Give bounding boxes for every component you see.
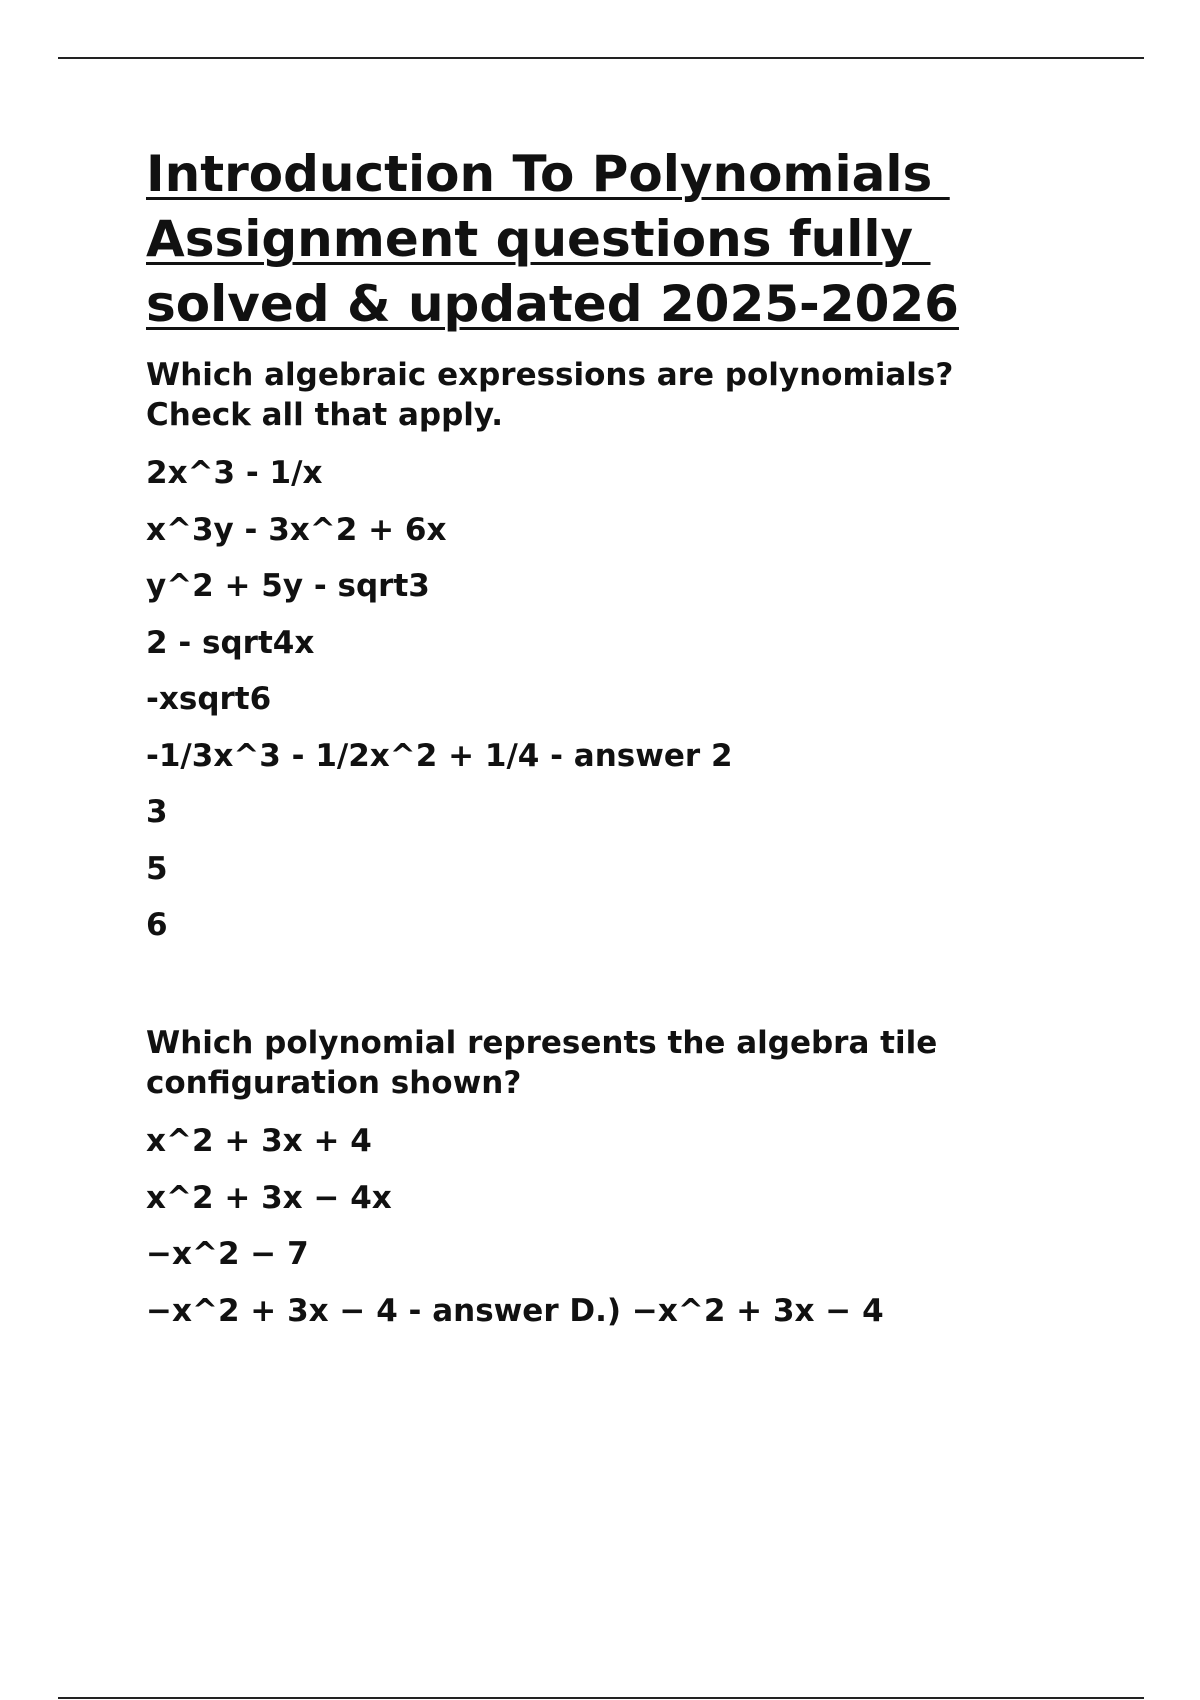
option-item: x^3y - 3x^2 + 6x <box>146 511 447 548</box>
title-line: Introduction To Polynomials <box>146 145 950 203</box>
question-2-prompt <box>146 1023 1046 1103</box>
prompt-line: Which algebraic expressions are polynomials? <box>146 357 954 393</box>
question-2 <box>146 1023 1046 1331</box>
prompt-line: Which polynomial represents the algebra tile <box>146 1025 938 1061</box>
title-line: solved & updated 2025-2026 <box>146 275 959 333</box>
option-item: −x^2 + 3x − 4 - answer D.) −x^2 + 3x − 4 <box>146 1292 884 1329</box>
option-item: x^2 + 3x + 4 <box>146 1123 372 1159</box>
option-item: −x^2 − 7 <box>146 1236 309 1272</box>
prompt-line: Check all that apply. <box>146 397 504 433</box>
option-item: 6 <box>146 907 168 943</box>
footer-rule <box>58 1697 1144 1699</box>
question-1-options <box>146 453 1046 945</box>
document-title <box>146 142 1046 337</box>
option-item: y^2 + 5y - sqrt3 <box>146 568 430 604</box>
document-body <box>146 142 1046 1347</box>
prompt-line: configuration shown? <box>146 1065 522 1101</box>
question-1 <box>146 355 1046 945</box>
option-item: 2 - sqrt4x <box>146 624 315 661</box>
option-item: 3 <box>146 794 168 830</box>
question-2-options <box>146 1121 1046 1331</box>
header-rule <box>58 57 1144 59</box>
option-item: -1/3x^3 - 1/2x^2 + 1/4 - answer 2 <box>146 737 733 774</box>
option-item: 2x^3 - 1/x <box>146 455 323 491</box>
option-item: 5 <box>146 850 168 887</box>
title-line: Assignment questions fully <box>146 210 931 268</box>
option-item: -xsqrt6 <box>146 681 272 717</box>
option-item: x^2 + 3x − 4x <box>146 1179 392 1216</box>
question-1-prompt <box>146 355 1046 435</box>
